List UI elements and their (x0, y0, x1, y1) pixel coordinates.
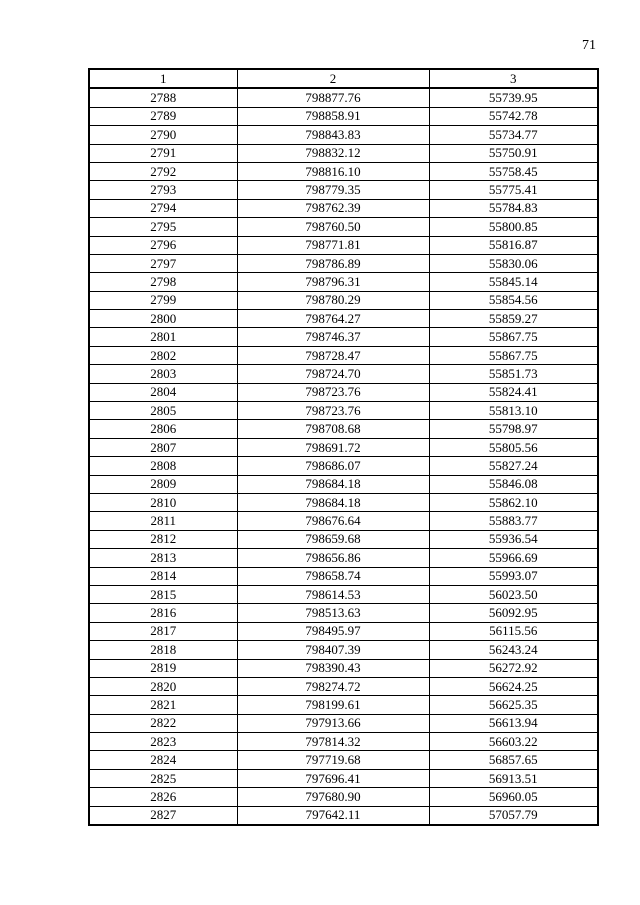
x-coordinate-cell: 798495.97 (237, 622, 429, 640)
x-coordinate-cell: 798771.81 (237, 236, 429, 254)
header-cell-2: 2 (237, 69, 429, 88)
table-row (89, 162, 598, 180)
x-coordinate-cell: 798877.76 (237, 88, 429, 107)
point-number-cell: 2803 (89, 365, 237, 383)
point-number-cell: 2826 (89, 788, 237, 806)
point-number-cell: 2818 (89, 641, 237, 659)
point-number-cell: 2802 (89, 346, 237, 364)
point-number-cell: 2798 (89, 273, 237, 291)
x-coordinate-cell: 798723.76 (237, 402, 429, 420)
x-coordinate-cell: 798796.31 (237, 273, 429, 291)
x-coordinate-cell: 798858.91 (237, 107, 429, 125)
x-coordinate-cell: 798686.07 (237, 457, 429, 475)
point-number-cell: 2820 (89, 677, 237, 695)
table-row (89, 677, 598, 695)
table-row (89, 291, 598, 309)
point-number-cell: 2807 (89, 438, 237, 456)
table-row (89, 457, 598, 475)
table-row (89, 126, 598, 144)
point-number-cell: 2825 (89, 769, 237, 787)
y-coordinate-cell: 55966.69 (429, 549, 598, 567)
table-row (89, 622, 598, 640)
x-coordinate-cell: 798676.64 (237, 512, 429, 530)
x-coordinate-cell: 797680.90 (237, 788, 429, 806)
y-coordinate-cell: 55798.97 (429, 420, 598, 438)
table-row (89, 585, 598, 603)
y-coordinate-cell: 56272.92 (429, 659, 598, 677)
point-number-cell: 2793 (89, 181, 237, 199)
y-coordinate-cell: 55784.83 (429, 199, 598, 217)
point-number-cell: 2822 (89, 714, 237, 732)
y-coordinate-cell: 55775.41 (429, 181, 598, 199)
x-coordinate-cell: 798724.70 (237, 365, 429, 383)
y-coordinate-cell: 55845.14 (429, 273, 598, 291)
table-row (89, 530, 598, 548)
x-coordinate-cell: 798723.76 (237, 383, 429, 401)
point-number-cell: 2811 (89, 512, 237, 530)
table-row (89, 806, 598, 825)
point-number-cell: 2795 (89, 218, 237, 236)
y-coordinate-cell: 56960.05 (429, 788, 598, 806)
header-cell-3: 3 (429, 69, 598, 88)
point-number-cell: 2827 (89, 806, 237, 825)
point-number-cell: 2806 (89, 420, 237, 438)
y-coordinate-cell: 55830.06 (429, 254, 598, 272)
page-number: 71 (582, 38, 596, 53)
y-coordinate-cell: 56625.35 (429, 696, 598, 714)
point-number-cell: 2817 (89, 622, 237, 640)
x-coordinate-cell: 798764.27 (237, 310, 429, 328)
table-row (89, 769, 598, 787)
x-coordinate-cell: 797696.41 (237, 769, 429, 787)
point-number-cell: 2789 (89, 107, 237, 125)
x-coordinate-cell: 798614.53 (237, 585, 429, 603)
y-coordinate-cell: 55936.54 (429, 530, 598, 548)
y-coordinate-cell: 55750.91 (429, 144, 598, 162)
y-coordinate-cell: 55851.73 (429, 365, 598, 383)
point-number-cell: 2824 (89, 751, 237, 769)
y-coordinate-cell: 55813.10 (429, 402, 598, 420)
y-coordinate-cell: 56023.50 (429, 585, 598, 603)
point-number-cell: 2809 (89, 475, 237, 493)
point-number-cell: 2791 (89, 144, 237, 162)
point-number-cell: 2816 (89, 604, 237, 622)
table-row (89, 788, 598, 806)
y-coordinate-cell: 55859.27 (429, 310, 598, 328)
point-number-cell: 2790 (89, 126, 237, 144)
y-coordinate-cell: 56092.95 (429, 604, 598, 622)
y-coordinate-cell: 55816.87 (429, 236, 598, 254)
table-row (89, 549, 598, 567)
point-number-cell: 2794 (89, 199, 237, 217)
table-row (89, 714, 598, 732)
y-coordinate-cell: 55800.85 (429, 218, 598, 236)
table-row (89, 107, 598, 125)
y-coordinate-cell: 55867.75 (429, 328, 598, 346)
x-coordinate-cell: 798762.39 (237, 199, 429, 217)
y-coordinate-cell: 55993.07 (429, 567, 598, 585)
x-coordinate-cell: 798746.37 (237, 328, 429, 346)
x-coordinate-cell: 798780.29 (237, 291, 429, 309)
point-number-cell: 2814 (89, 567, 237, 585)
point-number-cell: 2812 (89, 530, 237, 548)
x-coordinate-cell: 798390.43 (237, 659, 429, 677)
y-coordinate-cell: 57057.79 (429, 806, 598, 825)
point-number-cell: 2810 (89, 493, 237, 511)
table-row (89, 365, 598, 383)
point-number-cell: 2796 (89, 236, 237, 254)
table-row (89, 199, 598, 217)
y-coordinate-cell: 56603.22 (429, 733, 598, 751)
y-coordinate-cell: 56613.94 (429, 714, 598, 732)
table-row (89, 88, 598, 107)
point-number-cell: 2797 (89, 254, 237, 272)
x-coordinate-cell: 798656.86 (237, 549, 429, 567)
table-row (89, 144, 598, 162)
x-coordinate-cell: 798816.10 (237, 162, 429, 180)
x-coordinate-cell: 798728.47 (237, 346, 429, 364)
table-row (89, 659, 598, 677)
y-coordinate-cell: 56115.56 (429, 622, 598, 640)
x-coordinate-cell: 797913.66 (237, 714, 429, 732)
x-coordinate-cell: 797642.11 (237, 806, 429, 825)
point-number-cell: 2819 (89, 659, 237, 677)
table-row (89, 346, 598, 364)
x-coordinate-cell: 798760.50 (237, 218, 429, 236)
point-number-cell: 2792 (89, 162, 237, 180)
table-row (89, 604, 598, 622)
table-row (89, 236, 598, 254)
table-row (89, 273, 598, 291)
x-coordinate-cell: 798274.72 (237, 677, 429, 695)
table-row (89, 512, 598, 530)
coordinates-table (88, 68, 599, 826)
point-number-cell: 2788 (89, 88, 237, 107)
y-coordinate-cell: 55805.56 (429, 438, 598, 456)
y-coordinate-cell: 55883.77 (429, 512, 598, 530)
table-row (89, 218, 598, 236)
x-coordinate-cell: 798684.18 (237, 475, 429, 493)
y-coordinate-cell: 55739.95 (429, 88, 598, 107)
x-coordinate-cell: 798779.35 (237, 181, 429, 199)
y-coordinate-cell: 55734.77 (429, 126, 598, 144)
y-coordinate-cell: 55846.08 (429, 475, 598, 493)
point-number-cell: 2813 (89, 549, 237, 567)
table-row (89, 567, 598, 585)
table-row (89, 310, 598, 328)
x-coordinate-cell: 798832.12 (237, 144, 429, 162)
point-number-cell: 2800 (89, 310, 237, 328)
table-row (89, 328, 598, 346)
x-coordinate-cell: 797719.68 (237, 751, 429, 769)
table-row (89, 402, 598, 420)
x-coordinate-cell: 798658.74 (237, 567, 429, 585)
y-coordinate-cell: 56857.65 (429, 751, 598, 769)
table-row (89, 493, 598, 511)
x-coordinate-cell: 798513.63 (237, 604, 429, 622)
y-coordinate-cell: 55862.10 (429, 493, 598, 511)
y-coordinate-cell: 55854.56 (429, 291, 598, 309)
y-coordinate-cell: 55742.78 (429, 107, 598, 125)
y-coordinate-cell: 55758.45 (429, 162, 598, 180)
point-number-cell: 2821 (89, 696, 237, 714)
y-coordinate-cell: 55867.75 (429, 346, 598, 364)
point-number-cell: 2815 (89, 585, 237, 603)
y-coordinate-cell: 55827.24 (429, 457, 598, 475)
point-number-cell: 2805 (89, 402, 237, 420)
x-coordinate-cell: 798659.68 (237, 530, 429, 548)
point-number-cell: 2801 (89, 328, 237, 346)
table-header-row (89, 69, 598, 88)
x-coordinate-cell: 798691.72 (237, 438, 429, 456)
table-row (89, 641, 598, 659)
table-row (89, 475, 598, 493)
table-row (89, 181, 598, 199)
y-coordinate-cell: 55824.41 (429, 383, 598, 401)
x-coordinate-cell: 798684.18 (237, 493, 429, 511)
table-row (89, 733, 598, 751)
point-number-cell: 2799 (89, 291, 237, 309)
table-row (89, 254, 598, 272)
y-coordinate-cell: 56624.25 (429, 677, 598, 695)
x-coordinate-cell: 798843.83 (237, 126, 429, 144)
x-coordinate-cell: 798786.89 (237, 254, 429, 272)
x-coordinate-cell: 797814.32 (237, 733, 429, 751)
table-row (89, 751, 598, 769)
x-coordinate-cell: 798708.68 (237, 420, 429, 438)
table-body (89, 88, 598, 825)
point-number-cell: 2804 (89, 383, 237, 401)
header-cell-1: 1 (89, 69, 237, 88)
table-row (89, 438, 598, 456)
table-row (89, 420, 598, 438)
point-number-cell: 2823 (89, 733, 237, 751)
table-row (89, 696, 598, 714)
point-number-cell: 2808 (89, 457, 237, 475)
y-coordinate-cell: 56913.51 (429, 769, 598, 787)
x-coordinate-cell: 798407.39 (237, 641, 429, 659)
x-coordinate-cell: 798199.61 (237, 696, 429, 714)
table-row (89, 383, 598, 401)
y-coordinate-cell: 56243.24 (429, 641, 598, 659)
